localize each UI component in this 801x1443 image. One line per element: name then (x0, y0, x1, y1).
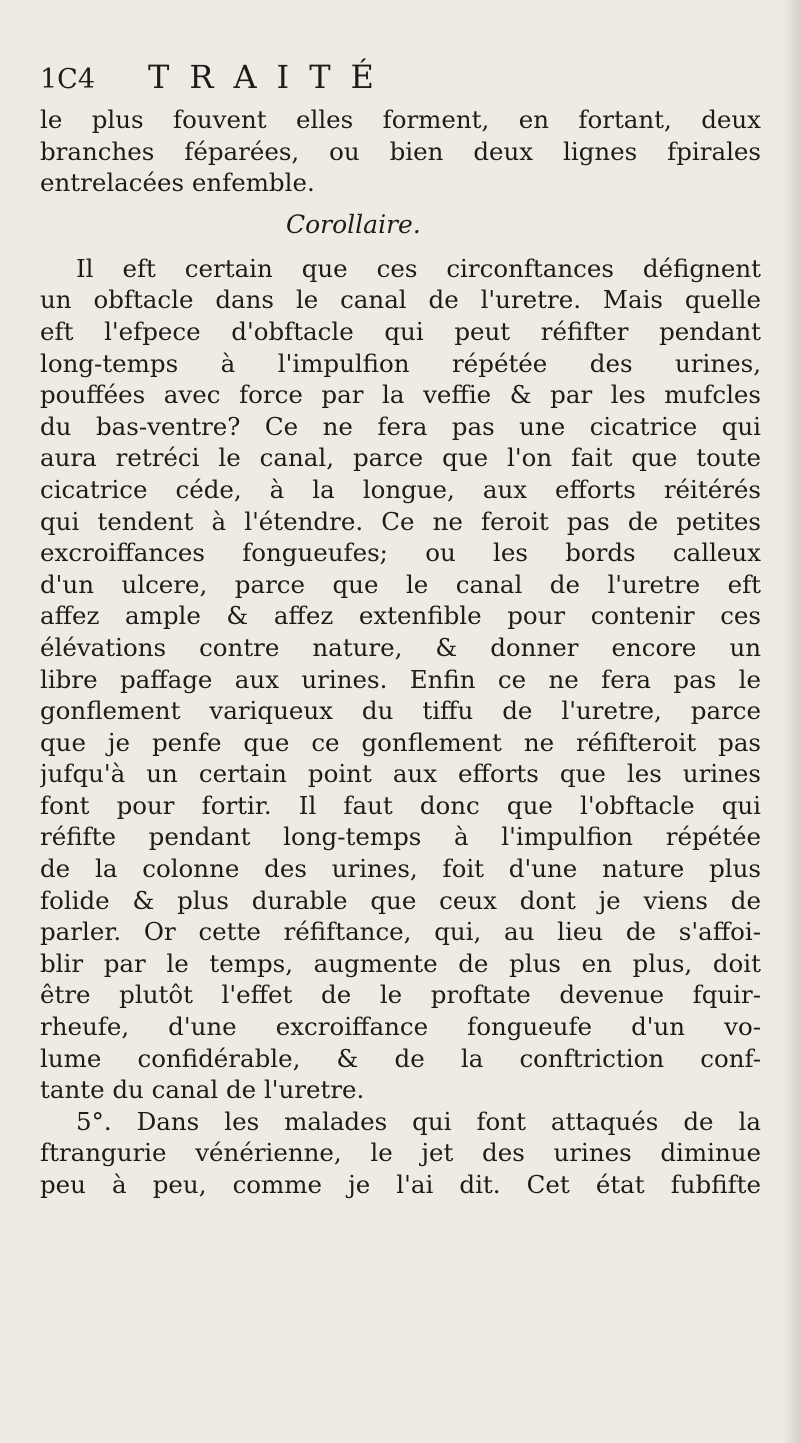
text-line: un obftacle dans le canal de l'uretre. Mais quelle (40, 285, 761, 315)
text-line: Il eft certain que ces circonftances défignent (76, 253, 761, 283)
text-line: gonflement variqueux du tiffu de l'uretre, parce (40, 696, 761, 726)
paragraph-numbered-5 (40, 1106, 761, 1201)
text-line: parler. Or cette réfiftance, qui, au lieu de s'affoi- (40, 917, 761, 947)
paragraph-corollary (40, 253, 761, 1106)
text-line: le plus fouvent elles forment, en fortant, deux (40, 105, 761, 134)
text-line: que je penfe que ce gonflement ne réfifteroit pas (40, 727, 761, 757)
text-line: être plutôt l'effet de le proftate devenue fquir- (40, 980, 761, 1010)
text-line: 5°. Dans les malades qui font attaqués de la (76, 1106, 761, 1136)
running-title: TRAITÉ (148, 58, 394, 96)
text-line: tante du canal de l'uretre. (40, 1075, 365, 1105)
page-edge-shadow (783, 0, 801, 1443)
text-line: qui tendent à l'étendre. Ce ne feroit pas de petites (40, 506, 761, 536)
text-line: réfifte pendant long-temps à l'impulfion répétée (40, 822, 761, 852)
text-line: lume confidérable, & de la conftriction conf- (40, 1043, 761, 1073)
text-line: eft l'efpece d'obftacle qui peut réfifter pendant (40, 316, 761, 346)
text-line: font pour fortir. Il faut donc que l'obftacle qui (40, 790, 761, 820)
text-line: long-temps à l'impulfion répétée des urines, (40, 348, 761, 378)
text-line: ftrangurie vénérienne, le jet des urines diminue (40, 1138, 761, 1168)
text-line: blir par le temps, augmente de plus en plus, doit (40, 948, 761, 978)
text-line: excroiffances fongueufes; ou les bords calleux (40, 538, 761, 568)
text-line: branches féparées, ou bien deux lignes fpirales (40, 136, 761, 166)
page-number: 1C4 (40, 64, 96, 95)
text-line: libre paffage aux urines. Enfin ce ne fera pas le (40, 664, 761, 694)
section-heading: Corollaire. (286, 209, 421, 239)
text-line: jufqu'à un certain point aux efforts que les urines (40, 759, 761, 789)
paragraph-continuation (40, 104, 761, 199)
text-line: de la colonne des urines, foit d'une nature plus (40, 854, 761, 884)
text-line: affez ample & affez extenfible pour contenir ces (40, 601, 761, 631)
text-line: aura retréci le canal, parce que l'on fait que toute (40, 443, 761, 473)
text-line: du bas-ventre? Ce ne fera pas une cicatrice qui (40, 411, 761, 441)
text-line: peu à peu, comme je l'ai dit. Cet état fubfifte (40, 1170, 761, 1199)
text-line: folide & plus durable que ceux dont je viens de (40, 885, 761, 915)
text-line: rheufe, d'une excroiffance fongueufe d'un vo- (40, 1012, 761, 1042)
text-line: entrelacées enfemble. (40, 168, 315, 198)
text-line: cicatrice céde, à la longue, aux efforts réitérés (40, 474, 761, 504)
text-line: d'un ulcere, parce que le canal de l'uretre eft (40, 569, 761, 599)
text-line: pouffées avec force par la veffie & par les mufcles (40, 380, 761, 410)
running-head (40, 58, 761, 98)
text-line: élévations contre nature, & donner encore un (40, 632, 761, 662)
